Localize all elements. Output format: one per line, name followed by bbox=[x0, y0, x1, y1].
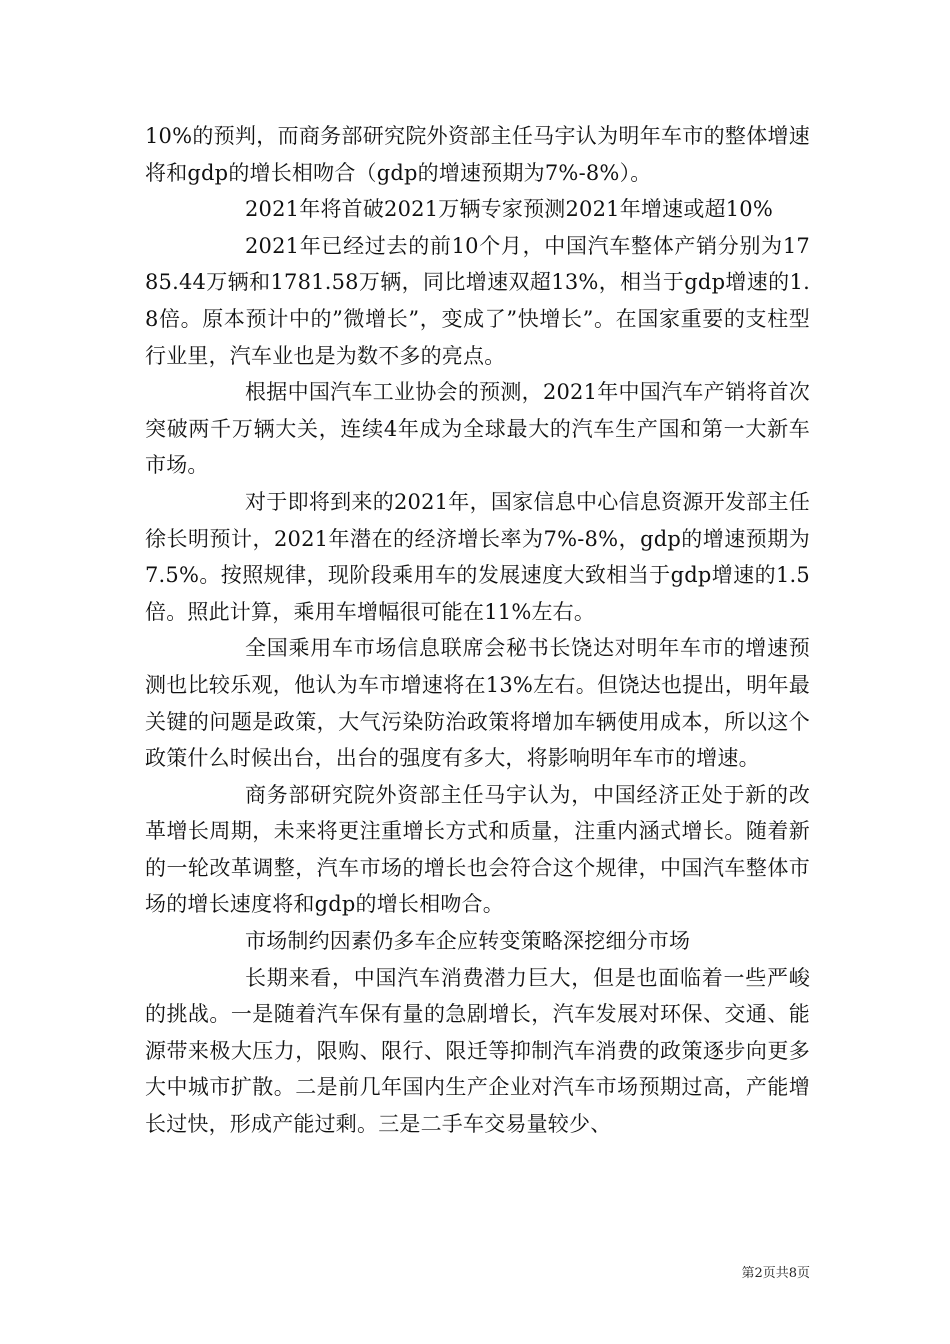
document-body bbox=[145, 118, 810, 1143]
paragraph-1: 10%的预判，而商务部研究院外资部主任马宇认为明年车市的整体增速将和gdp的增长相吻合（gdp的增速预期为7%-8%）。 bbox=[145, 124, 810, 185]
section-heading-forecast: 2021年将首破2021万辆专家预测2021年增速或超10% bbox=[245, 197, 774, 222]
section-heading-market: 市场制约因素仍多车企应转变策略深挖细分市场 bbox=[245, 929, 691, 954]
page-number-footer: 第2页共8页 bbox=[741, 1266, 810, 1281]
paragraph-4: 根据中国汽车工业协会的预测，2021年中国汽车产销将首次突破两千万辆大关，连续4年成为全球最大的汽车生产国和第一大新车市场。 bbox=[145, 380, 810, 478]
paragraph-3: 2021年已经过去的前10个月，中国汽车整体产销分别为1785.44万辆和1781.58万辆，同比增速双超13%，相当于gdp增速的1.8倍。原本预计中的”微增长”，变成了”快增长”。在国家重要的支柱型行业里，汽车业也是为数不多的亮点。 bbox=[145, 233, 810, 368]
paragraph-6: 全国乘用车市场信息联席会秘书长饶达对明年车市的增速预测也比较乐观，他认为车市增速将在13%左右。但饶达也提出，明年最关键的问题是政策，大气污染防治政策将增加车辆使用成本，所以这个政策什么时候出台，出台的强度有多大，将影响明年车市的增速。 bbox=[145, 636, 810, 771]
paragraph-7: 商务部研究院外资部主任马宇认为，中国经济正处于新的改革增长周期，未来将更注重增长方式和质量，注重内涵式增长。随着新的一轮改革调整，汽车市场的增长也会符合这个规律，中国汽车整体市场的增长速度将和gdp的增长相吻合。 bbox=[145, 782, 810, 917]
paragraph-5: 对于即将到来的2021年，国家信息中心信息资源开发部主任徐长明预计，2021年潜在的经济增长率为7%-8%，gdp的增速预期为7.5%。按照规律，现阶段乘用车的发展速度大致相当于gdp增速的1.5倍。照此计算，乘用车增幅很可能在11%左右。 bbox=[145, 489, 810, 624]
paragraph-9: 长期来看，中国汽车消费潜力巨大，但是也面临着一些严峻的挑战。一是随着汽车保有量的急剧增长，汽车发展对环保、交通、能源带来极大压力，限购、限行、限迁等抑制汽车消费的政策逐步向更多大中城市扩散。二是前几年国内生产企业对汽车市场预期过高，产能增长过快，形成产能过剩。三是二手车交易量较少、 bbox=[145, 965, 810, 1137]
